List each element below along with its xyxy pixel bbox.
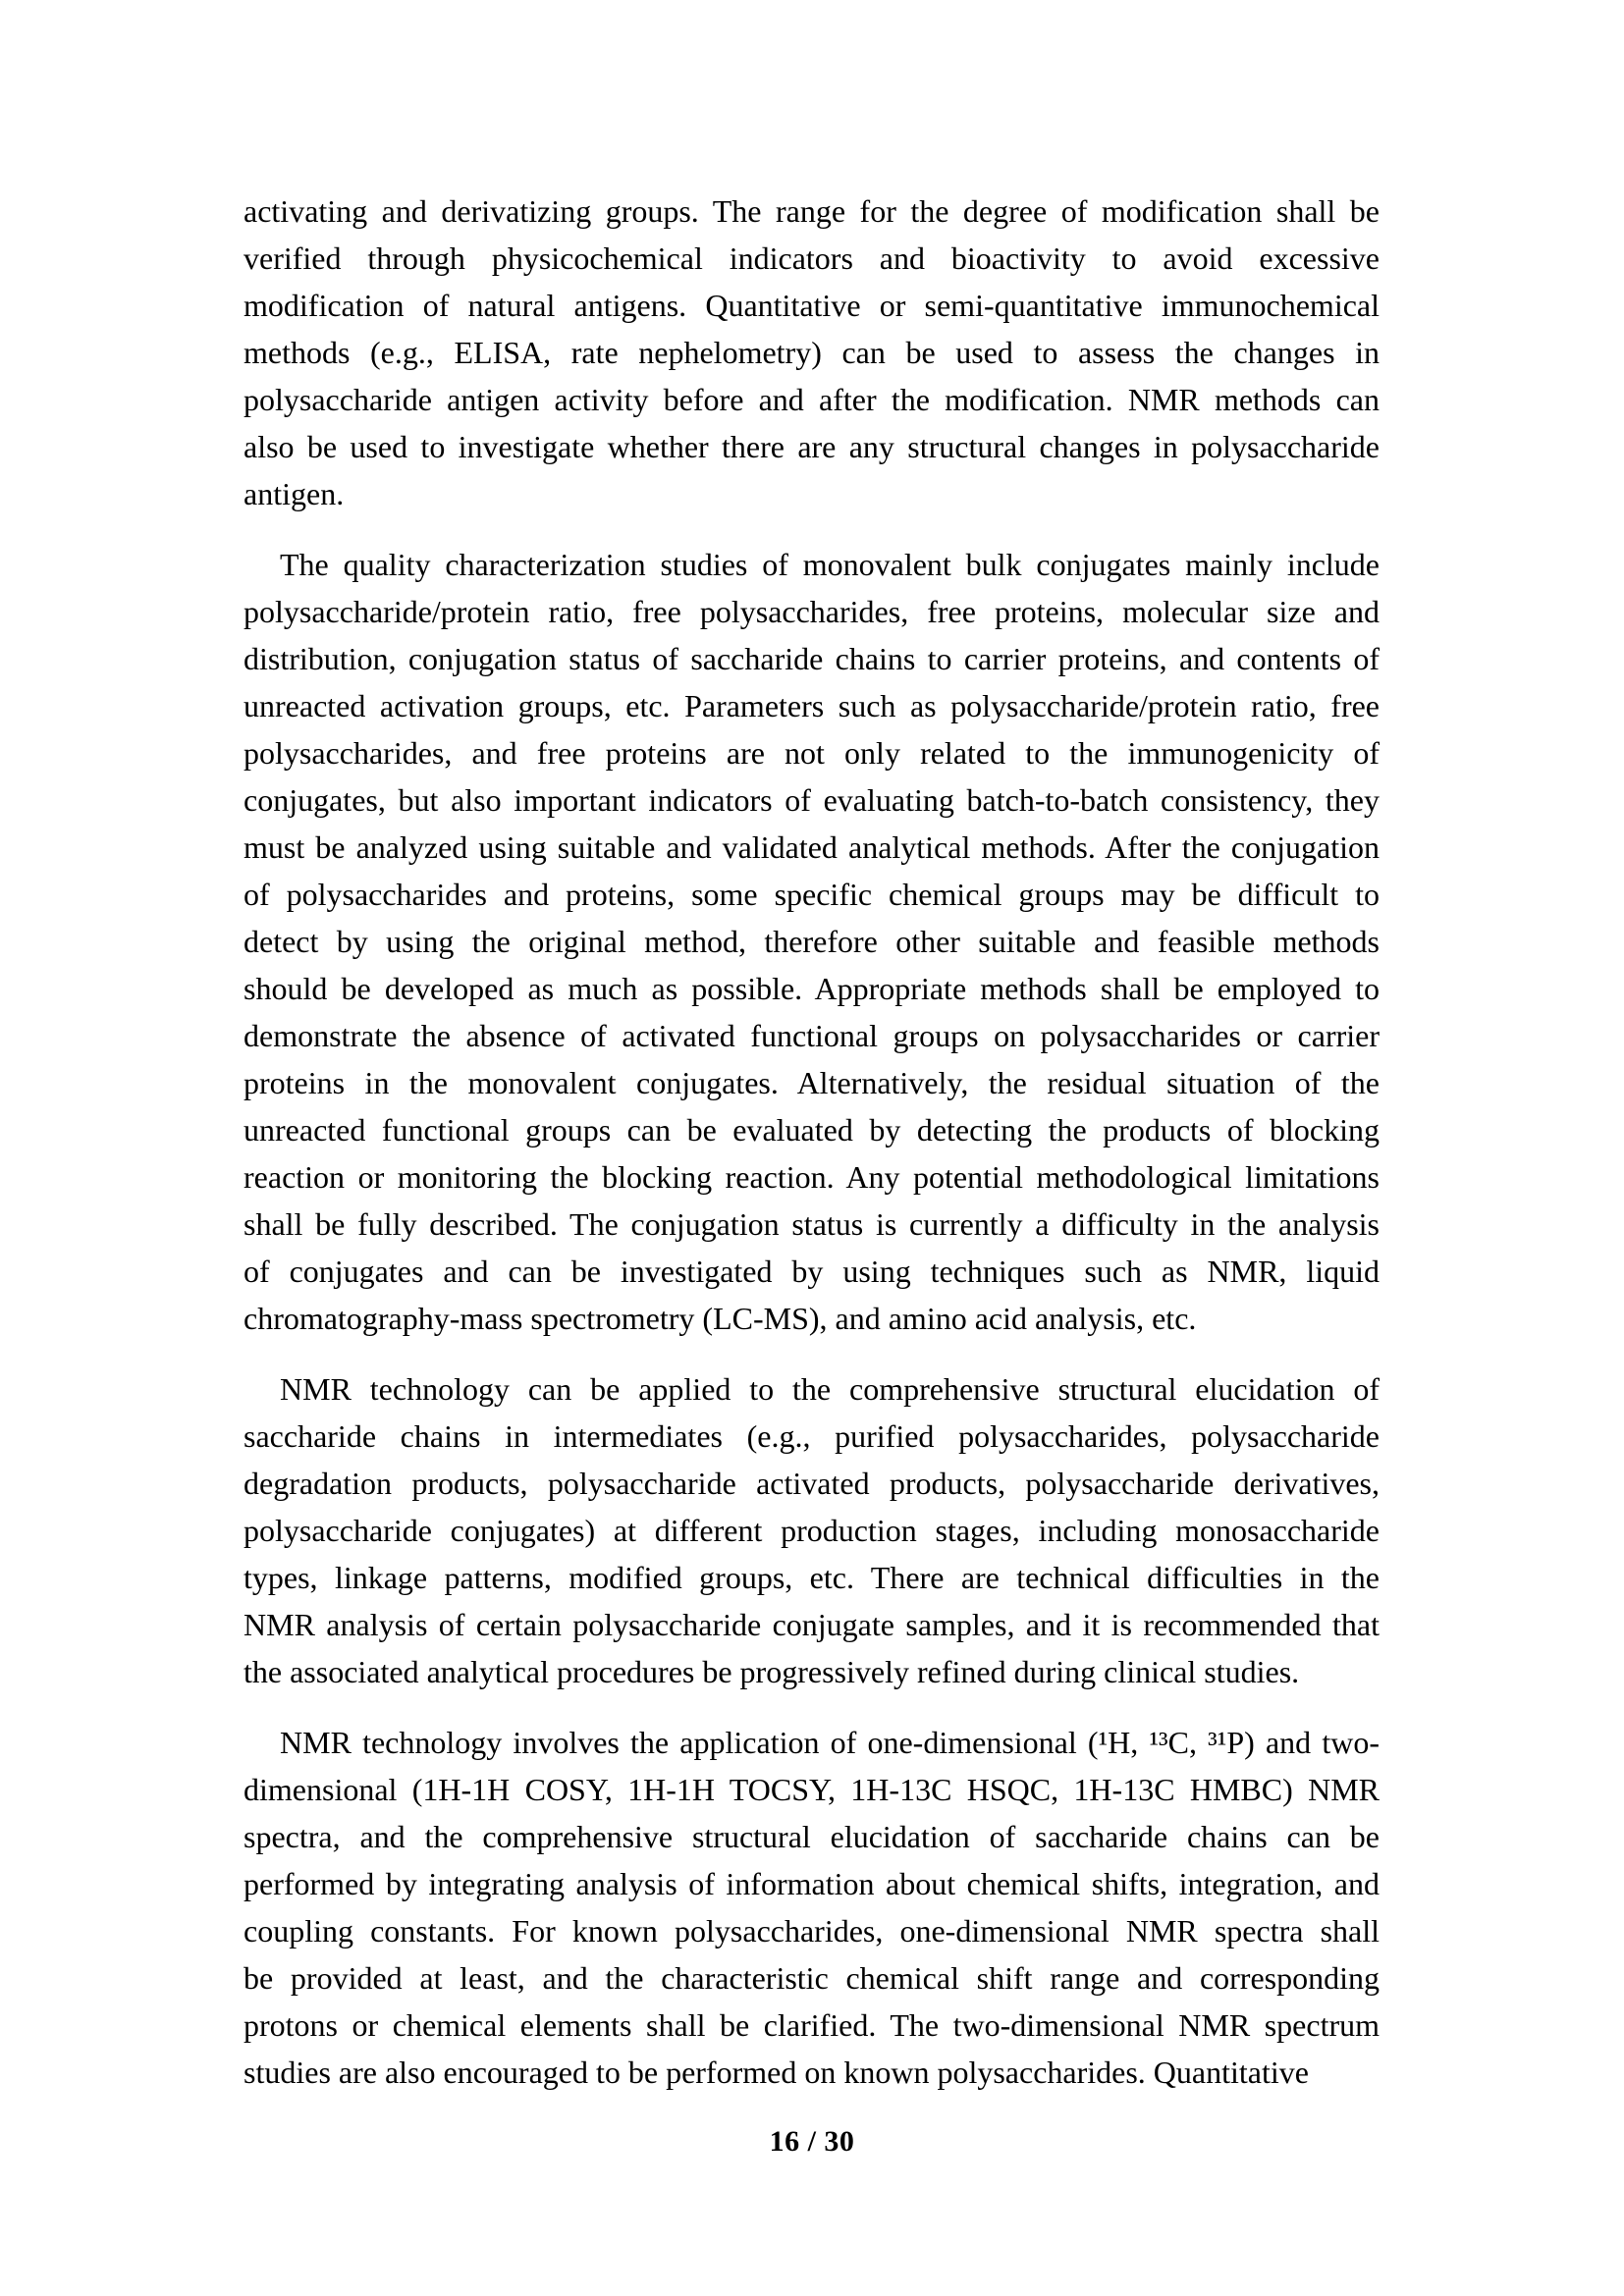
text-line: proteins in the monovalent conjugates. Alternatively, the residual situation of the: [244, 1065, 1380, 1100]
text-line: modification of natural antigens. Quantitative or semi-quantitative immunochemical: [244, 288, 1380, 323]
text-line: also be used to investigate whether there are any structural changes in polysaccharide: [244, 429, 1380, 464]
text-line: of polysaccharides and proteins, some specific chemical groups may be difficult to: [244, 877, 1380, 912]
text-line: must be analyzed using suitable and validated analytical methods. After the conjugation: [244, 829, 1380, 865]
text-line: saccharide chains in intermediates (e.g., purified polysaccharides, polysaccharide: [244, 1418, 1380, 1454]
text-line: unreacted functional groups can be evaluated by detecting the products of blocking: [244, 1112, 1380, 1148]
text-line: chromatography-mass spectrometry (LC-MS), and amino acid analysis, etc.: [244, 1301, 1197, 1336]
text-line: NMR technology can be applied to the comprehensive structural elucidation of: [280, 1371, 1380, 1407]
text-line: conjugates, but also important indicators of evaluating batch-to-batch consistency, they: [244, 782, 1380, 818]
text-line: be provided at least, and the characteristic chemical shift range and corresponding: [244, 1960, 1380, 1996]
text-line: The quality characterization studies of monovalent bulk conjugates mainly include: [280, 547, 1380, 582]
text-line: polysaccharide antigen activity before and after the modification. NMR methods can: [244, 382, 1380, 417]
text-line: polysaccharide conjugates) at different production stages, including monosaccharide: [244, 1513, 1380, 1548]
text-line: protons or chemical elements shall be clarified. The two-dimensional NMR spectrum: [244, 2007, 1380, 2043]
text-line: shall be fully described. The conjugation status is currently a difficulty in the analysis: [244, 1206, 1380, 1242]
text-line: coupling constants. For known polysaccharides, one-dimensional NMR spectra shall: [244, 1913, 1380, 1949]
paragraph: [244, 1719, 1380, 2096]
text-line: methods (e.g., ELISA, rate nephelometry) can be used to assess the changes in: [244, 335, 1380, 370]
page-number: 16 / 30: [769, 2125, 855, 2158]
text-line: antigen.: [244, 476, 345, 511]
paragraph: [244, 541, 1380, 1342]
text-line: should be developed as much as possible. Appropriate methods shall be employed to: [244, 971, 1380, 1006]
text-line: NMR analysis of certain polysaccharide conjugate samples, and it is recommended that: [244, 1607, 1380, 1642]
text-line: the associated analytical procedures be progressively refined during clinical studies.: [244, 1654, 1300, 1689]
text-line: verified through physicochemical indicators and bioactivity to avoid excessive: [244, 240, 1380, 276]
text-line: polysaccharide/protein ratio, free polysaccharides, free proteins, molecular size and: [244, 594, 1380, 629]
text-line: demonstrate the absence of activated functional groups on polysaccharides or carrier: [244, 1018, 1380, 1053]
text-line: performed by integrating analysis of information about chemical shifts, integration, and: [244, 1866, 1380, 1901]
page-footer: [0, 2118, 1624, 2165]
paragraph: [244, 1365, 1380, 1695]
body-text: [244, 187, 1380, 2096]
text-line: reaction or monitoring the blocking reaction. Any potential methodological limitations: [244, 1159, 1380, 1195]
text-line: spectra, and the comprehensive structural elucidation of saccharide chains can be: [244, 1819, 1380, 1854]
text-line: types, linkage patterns, modified groups, etc. There are technical difficulties in the: [244, 1560, 1380, 1595]
text-line: NMR technology involves the application of one-dimensional (¹H, ¹³C, ³¹P) and two-: [280, 1725, 1380, 1760]
paragraph: [244, 187, 1380, 517]
text-line: distribution, conjugation status of saccharide chains to carrier proteins, and contents of: [244, 641, 1380, 676]
text-line: activating and derivatizing groups. The range for the degree of modification shall be: [244, 193, 1380, 229]
text-line: polysaccharides, and free proteins are not only related to the immunogenicity of: [244, 735, 1380, 771]
text-line: dimensional (1H-1H COSY, 1H-1H TOCSY, 1H-13C HSQC, 1H-13C HMBC) NMR: [244, 1772, 1380, 1807]
text-line: unreacted activation groups, etc. Parameters such as polysaccharide/protein ratio, free: [244, 688, 1380, 723]
text-line: degradation products, polysaccharide activated products, polysaccharide derivatives,: [244, 1466, 1380, 1501]
text-line: detect by using the original method, therefore other suitable and feasible methods: [244, 924, 1380, 959]
text-line: of conjugates and can be investigated by using techniques such as NMR, liquid: [244, 1254, 1380, 1289]
text-line: studies are also encouraged to be performed on known polysaccharides. Quantitative: [244, 2055, 1309, 2090]
